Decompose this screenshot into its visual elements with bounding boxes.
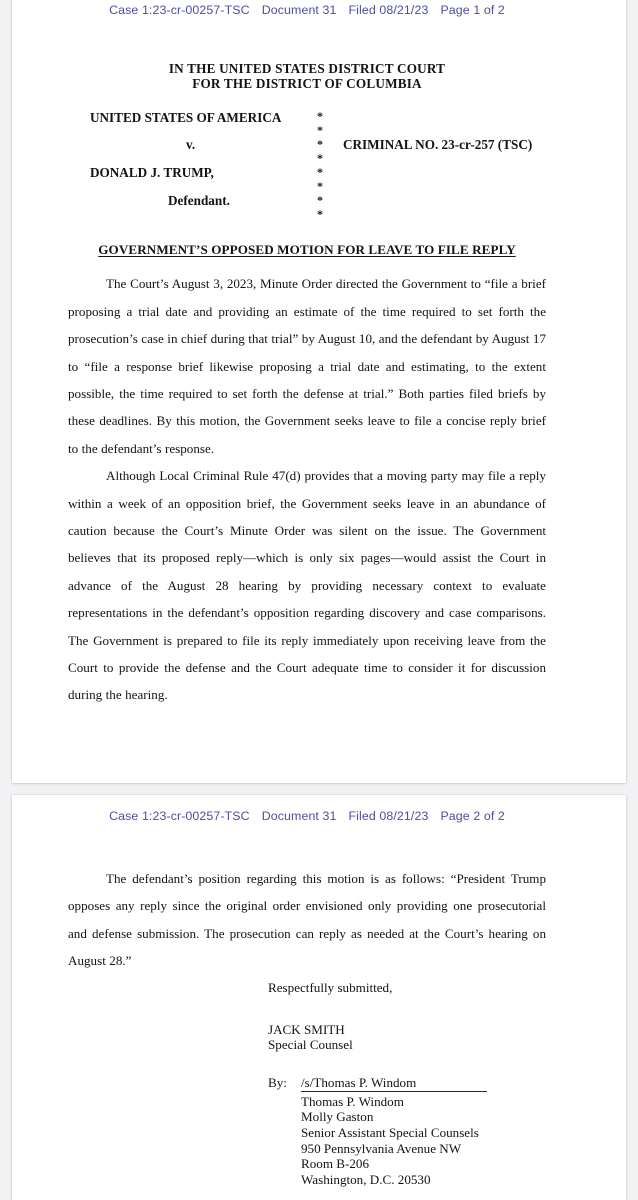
attorney-address-block [301,1094,548,1188]
caption-versus: v. [186,137,196,153]
by-label: By: [268,1074,287,1090]
special-counsel-name: JACK SMITH [268,1021,345,1037]
court-name-line-1: IN THE UNITED STATES DISTRICT COURT [168,61,446,76]
ecf-case-number: Case 1:23-cr-00257-TSC [109,809,250,823]
special-counsel-title: Special Counsel [268,1037,353,1053]
attorney-line: Washington, D.C. 20530 [301,1171,431,1187]
page-1-content [68,62,546,709]
caption-asterisk: * [317,137,323,151]
paragraph-3: The defendant’s position regarding this motion is as follows: “President Trump opposes any reply since the original order envisioned only providing one prosecutorial and defense submission. The prosecution can reply as needed at the Court’s hearing on August 28.” [68,871,546,969]
ecf-document-number: Document 31 [261,3,337,17]
attorney-line: Room B-206 [301,1156,370,1172]
caption-defendant-name: DONALD J. TRUMP, [90,165,214,181]
caption-plaintiff: UNITED STATES OF AMERICA [90,110,282,126]
attorney-line: 950 Pennsylvania Avenue NW [301,1140,462,1156]
signature-by-row [268,1075,548,1091]
motion-title: GOVERNMENT’S OPPOSED MOTION FOR LEAVE TO FILE REPLY [98,242,516,258]
page-2-content [68,865,546,975]
caption-asterisk-divider [317,110,323,221]
ecf-case-number: Case 1:23-cr-00257-TSC [109,3,250,17]
signature-block [268,980,548,1187]
paragraph-2: Although Local Criminal Rule 47(d) provides that a moving party may file a reply within a week of an opposition brief, the Government seeks leave in an abundance of caution because the Court’s Minute Order was silent on the issue. The Government believes that its proposed reply—which is only six pages—would assist the Court in advance of the August 28 hearing by providing necessary context to evaluate representations in the defendant’s opposition regarding discovery and case comparisons. The Government is prepared to file its reply immediately upon receiving leave from the Court to provide the defense and the Court adequate time to consider it for discussion during the hearing. [68,468,546,703]
ecf-document-number: Document 31 [261,809,337,823]
paragraph-1: The Court’s August 3, 2023, Minute Order directed the Government to “file a brief proposing a trial date and providing an estimate of the time required to set forth the prosecution’s case in chief during that trial” by August 10, and the defendant by August 17 to “file a response brief likewise proposing a trial date and estimating, to the extent possible, the time required to set forth the defense at trial.” Both parties filed briefs by these deadlines. By this motion, the Government seeks leave to file a concise reply brief to the defendant’s response. [68,276,546,456]
ecf-filed-date: Filed 08/21/23 [348,809,429,823]
attorney-line: Thomas P. Windom [301,1093,404,1109]
ecf-stamp-header-page-2 [0,809,614,823]
electronic-signature: /s/Thomas P. Windom [301,1075,487,1093]
caption-asterisk: * [317,109,323,124]
ecf-stamp-header-page-1 [0,3,614,17]
caption-asterisk: * [317,150,323,165]
case-caption [68,111,546,221]
ecf-page-number: Page 2 of 2 [440,809,505,823]
attorney-line: Senior Assistant Special Counsels [301,1124,479,1140]
caption-defendant-label: Defendant. [168,193,230,209]
caption-asterisk: * [317,123,323,138]
court-name-line-2: FOR THE DISTRICT OF COLUMBIA [192,75,422,91]
caption-case-number: CRIMINAL NO. 23-cr-257 (TSC) [343,137,533,153]
ecf-page-number: Page 1 of 2 [440,3,505,17]
caption-asterisk: * [317,206,323,221]
respectfully-submitted-line: Respectfully submitted, [268,980,393,995]
caption-asterisk: * [317,178,323,193]
caption-asterisk: * [317,192,323,207]
caption-asterisk: * [317,164,323,179]
ecf-filed-date: Filed 08/21/23 [348,3,429,17]
attorney-line: Molly Gaston [301,1109,374,1125]
